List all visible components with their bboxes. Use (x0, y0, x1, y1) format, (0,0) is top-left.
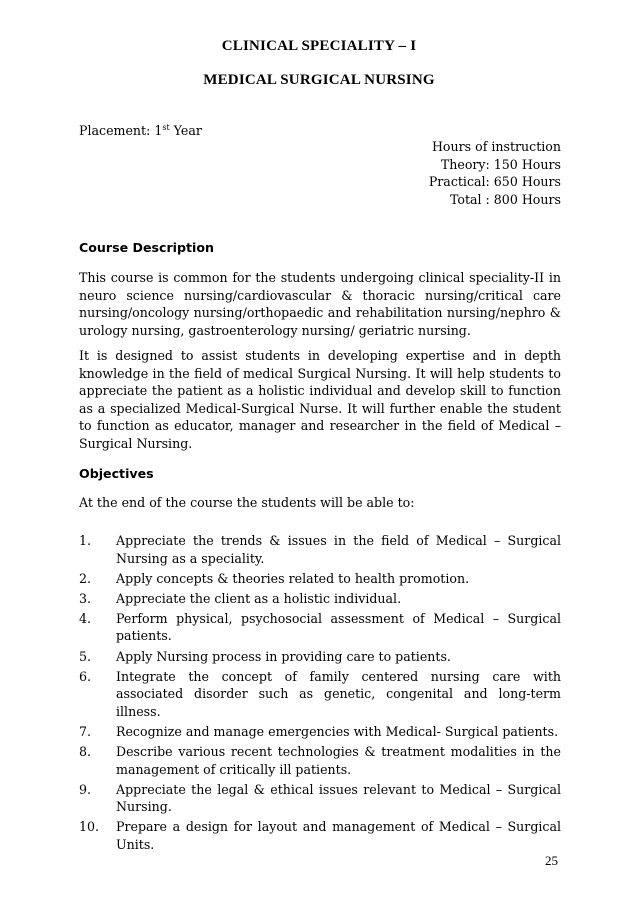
list-item-text: Apply concepts & theories related to health promotion. (116, 570, 470, 586)
course-description-paragraph: It is designed to assist students in developing expertise and in depth knowledge in the field of medical Surgical Nursing. It will help students to appreciate the patient as a holistic individual and develop skill to function as a specialized Medical-Surgical Nurse. It will further enable the student to function as educator, manager and researcher in the field of Medical – Surgical Nursing. (79, 348, 561, 451)
list-item-text: Appreciate the trends & issues in the field of Medical – Surgical Nursing as a speciality. (116, 533, 561, 566)
list-item-text: Perform physical, psychosocial assessment of Medical – Surgical patients. (116, 610, 561, 644)
list-item (79, 532, 561, 567)
list-item (79, 781, 561, 816)
list-item-number: 10. (79, 819, 100, 835)
placement-year: Year (169, 123, 202, 138)
list-item-text: Appreciate the legal & ethical issues relevant to Medical – Surgical Nursing. (116, 781, 561, 815)
list-item-text: Prepare a design for layout and management of Medical – Surgical Units. (116, 819, 561, 852)
list-item-number: 5. (79, 648, 92, 664)
list-item (79, 648, 561, 666)
list-item-number: 3. (79, 590, 92, 606)
objectives-intro: At the end of the course the students will be able to: (79, 495, 415, 510)
objectives-heading: Objectives (79, 466, 154, 481)
list-item (79, 590, 561, 608)
list-item-number: 1. (79, 533, 92, 548)
list-item-number: 9. (79, 781, 92, 797)
document-subtitle: MEDICAL SURGICAL NURSING (203, 72, 435, 88)
list-item (79, 668, 561, 721)
list-item-number: 7. (79, 723, 92, 739)
hours-total: Total : 800 Hours (449, 191, 561, 207)
list-item (79, 743, 561, 778)
list-item (79, 818, 561, 853)
placement-ordinal-suffix: st (162, 123, 170, 132)
list-item (79, 610, 561, 645)
list-item-text: Integrate the concept of family centered nursing care with associated disorder such as genetic, congenital and long-term illness. (116, 668, 561, 719)
objectives-list (79, 532, 561, 856)
page-number: 25 (545, 853, 558, 868)
placement-line (79, 122, 202, 140)
course-description-heading: Course Description (79, 240, 214, 255)
list-item-number: 2. (79, 570, 92, 586)
list-item-number: 6. (79, 668, 92, 684)
hours-heading: Hours of instruction (431, 139, 561, 154)
list-item-text: Describe various recent technologies & treatment modalities in the management of critically ill patients. (116, 744, 561, 777)
hours-of-instruction-block (300, 138, 561, 208)
list-item (79, 570, 561, 588)
list-item-number: 8. (79, 744, 92, 760)
list-item-text: Appreciate the client as a holistic individual. (116, 590, 402, 606)
list-item-number: 4. (79, 610, 92, 626)
list-item-text: Apply Nursing process in providing care to patients. (116, 648, 451, 664)
document-title: CLINICAL SPECIALITY – I (221, 38, 417, 54)
list-item (79, 723, 561, 741)
list-item-text: Recognize and manage emergencies with Medical- Surgical patients. (116, 723, 559, 739)
hours-theory: Theory: 150 Hours (440, 156, 561, 172)
hours-practical: Practical: 650 Hours (428, 174, 561, 190)
course-description-paragraph: This course is common for the students undergoing clinical speciality-II in neuro science nursing/cardiovascular & thoracic nursing/critical care nursing/oncology nursing/orthopaedic and rehabilitation nursing/nephro & urology nursing, gastroenterology nursing/ geriatric nursing. (79, 270, 561, 338)
placement-label: Placement: 1 (79, 123, 163, 138)
